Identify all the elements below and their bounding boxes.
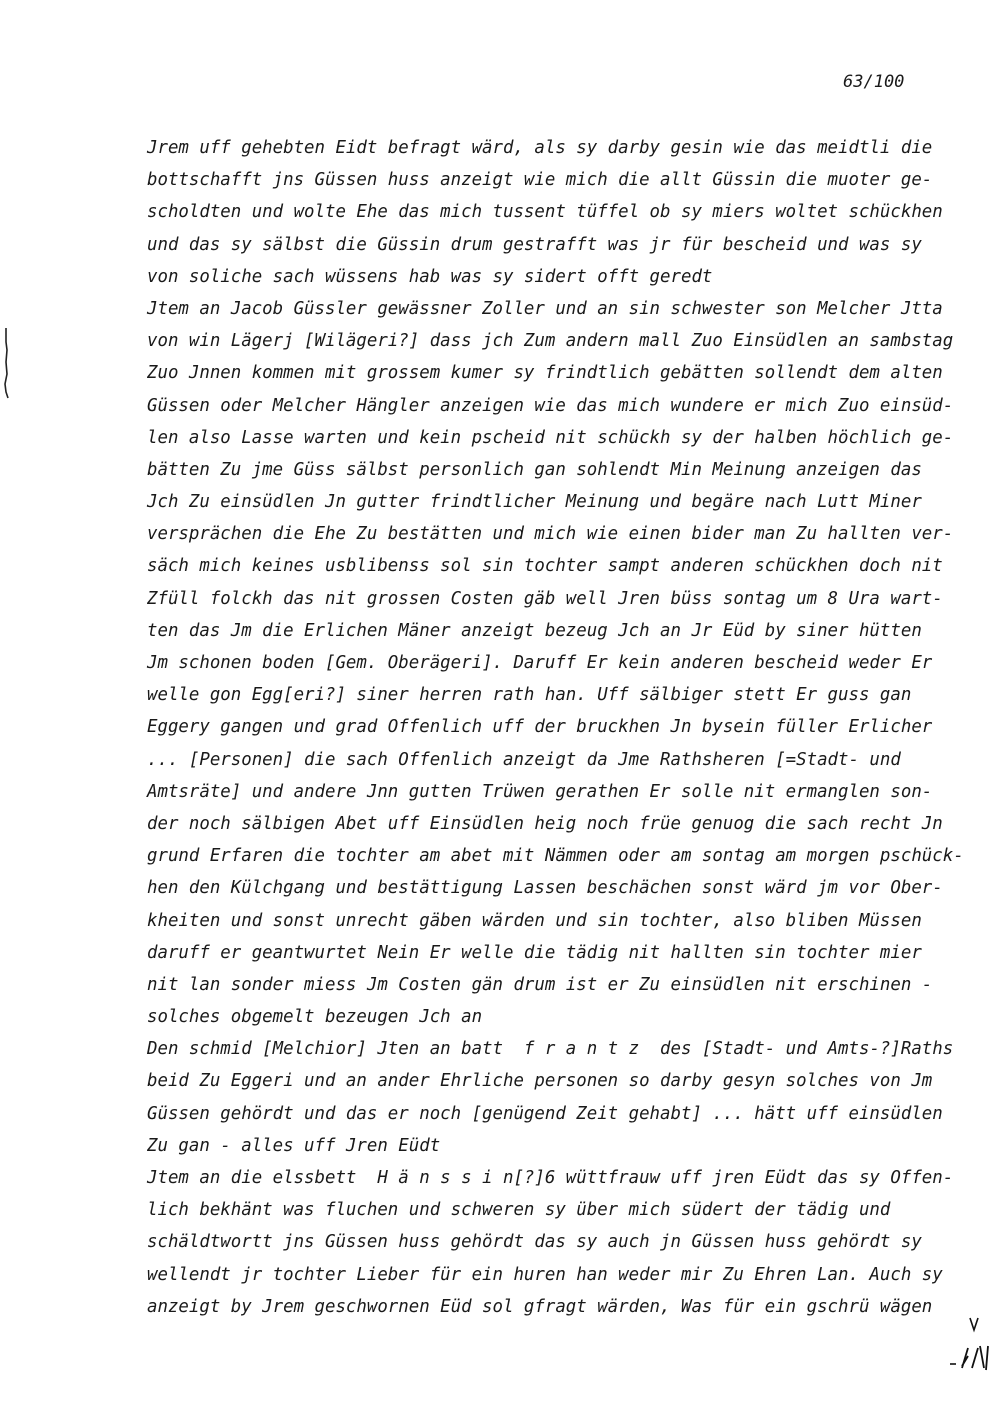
- text-line: Jch Zu einsüdlen Jn gutter frindtlicher Meinung und begäre nach Lutt Miner: [147, 492, 922, 513]
- text-line: Eggery gangen und grad Offenlich uff der bruckhen Jn bysein füller Erlicher: [147, 717, 933, 738]
- text-line: von soliche sach wüssens hab was sy sidert offt geredt: [147, 266, 713, 287]
- text-line: scholdten und wolte Ehe das mich tussent tüffel ob sy miers woltet schückhen: [147, 202, 943, 223]
- text-line: Jtem an die elssbett H ä n s s i n[?]6 wüttfrauw uff jren Eüdt das sy Offen-: [147, 1168, 954, 1188]
- text-line: beid Zu Eggeri und an ander Ehrliche personen so darby gesyn solches von Jm: [147, 1071, 933, 1092]
- text-line: Jtem an Jacob Güssler gewässner Zoller und an sin schwester son Melcher Jtta: [147, 298, 943, 319]
- text-line: der noch sälbigen Abet uff Einsüdlen heig noch früe genuog die sach recht Jn: [147, 813, 943, 834]
- text-line: bottschafft jns Güssen huss anzeigt wie mich die allt Güssin die muoter ge-: [147, 170, 933, 191]
- text-line: Zuo Jnnen kommen mit grossem kumer sy frindtlich gebätten sollendt dem alten: [147, 363, 943, 384]
- text-line: Zu gan - alles uff Jren Eüdt: [147, 1135, 441, 1156]
- margin-scan-mark: [3, 328, 9, 400]
- handwritten-initials: [948, 1316, 992, 1378]
- text-line: ... [Personen] die sach Offenlich anzeigt da Jme Rathsheren [=Stadt- und: [147, 749, 901, 770]
- text-line: Güssen gehördt und das er noch [genügend Zeit gehabt] ... hätt uff einsüdlen: [147, 1103, 943, 1124]
- text-line: ten das Jm die Erlichen Mäner anzeigt bezeug Jch an Jr Eüd by siner hütten: [147, 620, 922, 641]
- text-line: säch mich keines usblibenss sol sin tochter sampt anderen schückhen doch nit: [147, 556, 943, 577]
- text-line: lich bekhänt was fluchen und schweren sy über mich südert der tädig und: [147, 1200, 891, 1221]
- text-line: Güssen oder Melcher Hängler anzeigen wie das mich wundere er mich Zuo einsüd-: [147, 395, 954, 416]
- text-line: versprächen die Ehe Zu bestätten und mich wie einen bider man Zu hallten ver-: [147, 524, 954, 545]
- transcript-body: [147, 132, 964, 1323]
- text-line: daruff er geantwurtet Nein Er welle die tädig nit hallten sin tochter mier: [147, 942, 922, 963]
- text-line: und das sy sälbst die Güssin drum gestrafft was jr für bescheid und was sy: [147, 234, 922, 255]
- text-line: nit lan sonder miess Jm Costen gän drum ist er Zu einsüdlen nit erschinen -: [147, 974, 933, 995]
- text-line: anzeigt by Jrem geschwornen Eüd sol gfragt wärden, Was für ein gschrü wägen: [147, 1296, 933, 1317]
- page-number: 63/100: [843, 72, 905, 92]
- text-line: len also Lasse warten und kein pscheid nit schückh sy der halben höchlich ge-: [147, 427, 954, 448]
- text-line: hen den Külchgang und bestättigung Lassen beschächen sonst wärd jm vor Ober-: [147, 878, 943, 899]
- text-line: bätten Zu jme Güss sälbst personlich gan sohlendt Min Meinung anzeigen das: [147, 459, 922, 480]
- text-line: Den schmid [Melchior] Jten an batt f r a n t z des [Stadt- und Amts-?]Raths: [147, 1039, 954, 1060]
- text-line: solches obgemelt bezeugen Jch an: [147, 1007, 483, 1028]
- text-line: Jm schonen boden [Gem. Oberägeri]. Daruff Er kein anderen bescheid weder Er: [147, 653, 933, 673]
- text-line: welle gon Egg[eri?] siner herren rath han. Uff sälbiger stett Er guss gan: [147, 685, 912, 706]
- text-line: Jrem uff gehebten Eidt befragt wärd, als sy darby gesin wie das meidtli die: [147, 138, 933, 158]
- text-line: Amtsräte] und andere Jnn gutten Trüwen gerathen Er solle nit ermanglen son-: [147, 781, 933, 802]
- text-line: kheiten und sonst unrecht gäben wärden und sin tochter, also bliben Müssen: [147, 910, 922, 931]
- text-line: grund Erfaren die tochter am abet mit Nämmen oder am sontag am morgen pschück-: [147, 846, 964, 867]
- text-line: von win Lägerj [Wilägeri?] dass jch Zum andern mall Zuo Einsüdlen an sambstag: [147, 331, 954, 352]
- text-line: wellendt jr tochter Lieber für ein huren han weder mir Zu Ehren Lan. Auch sy: [147, 1264, 943, 1285]
- text-line: Zfüll folckh das nit grossen Costen gäb well Jren büss sontag um 8 Ura wart-: [147, 588, 943, 609]
- text-line: schäldtwortt jns Güssen huss gehördt das sy auch jn Güssen huss gehördt sy: [147, 1232, 922, 1253]
